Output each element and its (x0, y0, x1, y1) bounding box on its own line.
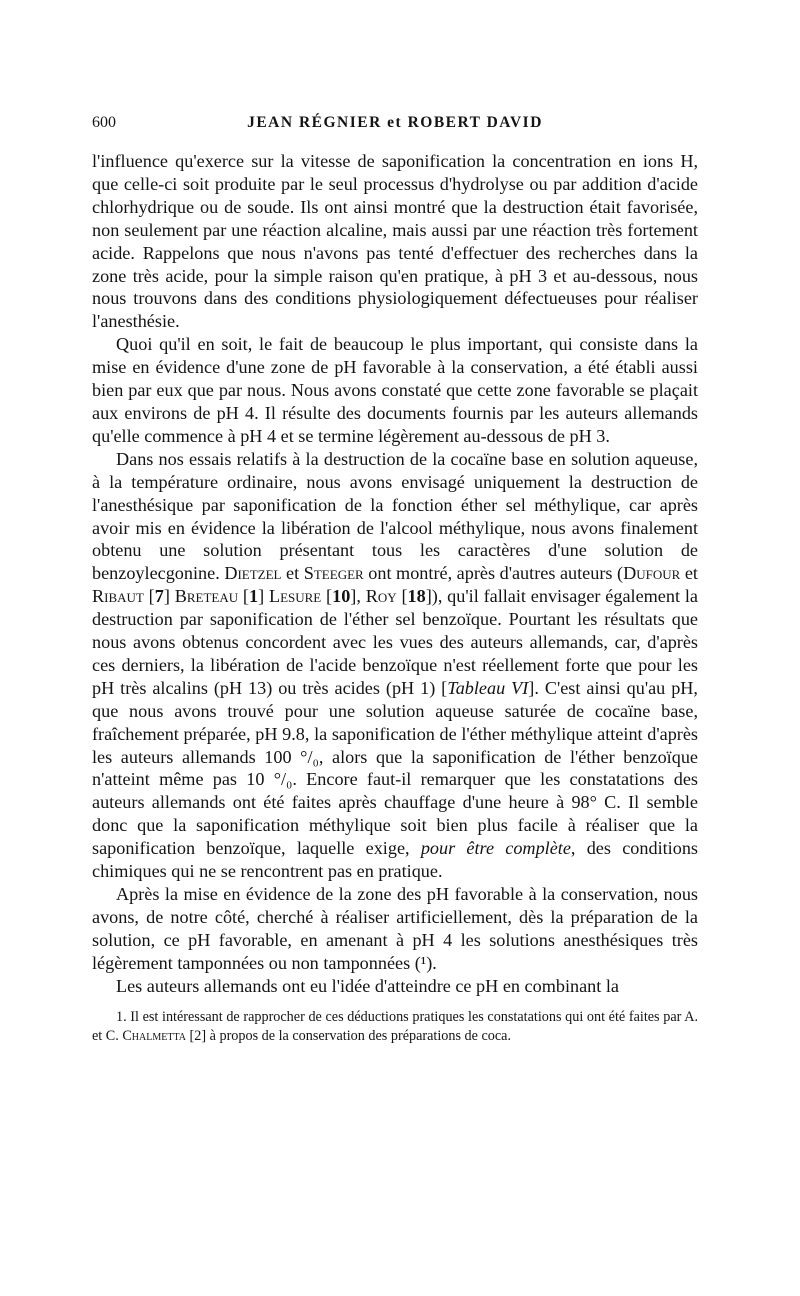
text-run: ]), qu'il fallait envisager également la destruction par saponification de l'éther sel benzoïque. Pourtant les résultats que nous avons obtenus concordent avec les vues des auteurs allemands, car, d'après ces derniers, la libération de l'acide benzoïque n'est réellement forte que pour les pH très alcalins (pH 13) ou très acides (pH 1) [ (92, 586, 698, 698)
author-breteau: Breteau (174, 586, 239, 607)
footnote-text: ] à propos de la conservation des préparations de coca. (201, 1028, 512, 1045)
text-run: [ (143, 586, 155, 607)
reference-7: 7 (154, 586, 164, 607)
paragraph-4: Après la mise en évidence de la zone des pH favorable à la conservation, nous avons, de notre côté, cherché à réaliser artificiellement, dès la préparation de la solution, ce pH favorable, en amenant à pH 4 les solutions anesthésiques très légèrement tamponnées ou non tamponnées (¹). (92, 884, 698, 973)
page-number: 600 (92, 114, 116, 131)
text-run: ] (163, 586, 175, 607)
page (92, 114, 698, 1047)
text-run: ]. C'est ainsi qu'au pH, que nous avons trouvé pour une solution aqueuse saturée de cocaïne base, fraîchement préparée, pH 9.8, la saponification de l'éther méthylique atteint d'après les auteurs allemands 100 °/₀, alors que la saponification de l'éther benzoïque n'atteint même pas 10 °/₀. Encore faut-il remarquer que les constatations des auteurs allemands ont été faites après chauffage d'une heure à 98° C. Il semble donc que la saponification méthylique soit bien plus facile à réaliser que la saponification benzoïque, laquelle exige, (92, 677, 698, 859)
running-head (92, 114, 698, 140)
text-run: [ (238, 586, 249, 607)
text-run: ], (350, 586, 366, 607)
table-reference: Tableau VI (447, 677, 529, 698)
emphasis-pour-etre-complete: pour être complète (420, 838, 571, 859)
paragraph-2: Quoi qu'il en soit, le fait de beaucoup le plus important, qui consiste dans la mise en évidence d'une zone de pH favorable à la conservation, a été établi aussi bien par eux que par nous. Nous avons constaté que cette zone favorable se plaçait aux environs de pH 4. Il résulte des documents fournis par les auteurs allemands qu'elle commence à pH 4 et se termine légèrement au-dessous de pH 3. (92, 334, 698, 446)
author-roy: Roy (365, 586, 397, 607)
reference-1: 1 (248, 586, 259, 607)
paragraph-1: l'influence qu'exerce sur la vitesse de saponification la concentration en ions H, que celle-ci soit produite par le seul processus d'hydrolyse ou par addition d'acide chlorhydrique ou de soude. Ils ont ainsi montré que la destruction était favorisée, non seulement par une réaction alcaline, mais aussi par une réaction très fortement acide. Rappelons que nous n'avons pas tenté d'effectuer des recherches dans la zone très acide, pour la simple raison qu'en pratique, à pH 3 et au-dessous, nous nous trouvons dans des conditions physiologiquement défectueuses pour réaliser l'anesthésie. (92, 151, 698, 332)
footnote-text: 1. Il est intéressant de rapprocher de ces déductions pratiques les constatations qui ont été faites par A. et C. (92, 1008, 698, 1045)
text-run: [ (321, 586, 333, 607)
author-dufour: Dufour (623, 563, 681, 584)
reference-10: 10 (332, 586, 351, 607)
footnote-reference-2: 2 (194, 1028, 202, 1045)
text-run: ont montré, après d'autres auteurs ( (363, 563, 624, 584)
body-text (92, 150, 698, 998)
text-run: et (281, 563, 304, 584)
running-title: JEAN RÉGNIER et ROBERT DAVID (247, 114, 543, 131)
text-run: , des conditions chimiques qui ne se rencontrent pas en pratique. (92, 838, 698, 882)
paragraph-3 (92, 448, 698, 883)
author-steeger: Steeger (303, 563, 364, 584)
text-run: [ (396, 586, 408, 607)
author-ribaut: Ribaut (92, 586, 144, 607)
author-dietzel: Dietzel (224, 563, 282, 584)
author-chalmetta: Chalmetta (122, 1028, 186, 1045)
text-run: et (680, 563, 698, 584)
footnote-text: [ (186, 1028, 195, 1045)
author-lesure: Lesure (268, 586, 322, 607)
paragraph-5: Les auteurs allemands ont eu l'idée d'atteindre ce pH en combinant la (116, 975, 619, 996)
text-run: Dans nos essais relatifs à la destruction de la cocaïne base en solution aqueuse, à la température ordinaire, nous avons envisagé uniquement la destruction de l'anesthésique par saponification de la fonction éther sel méthylique, car après avoir mis en évidence la libération de l'alcool méthylique, nous avons finalement obtenu une solution présentant tous les caractères d'une solution de benzoylecgonine. (92, 448, 698, 584)
text-run: ] (258, 586, 269, 607)
reference-18: 18 (407, 586, 426, 607)
footnote (92, 1008, 698, 1047)
